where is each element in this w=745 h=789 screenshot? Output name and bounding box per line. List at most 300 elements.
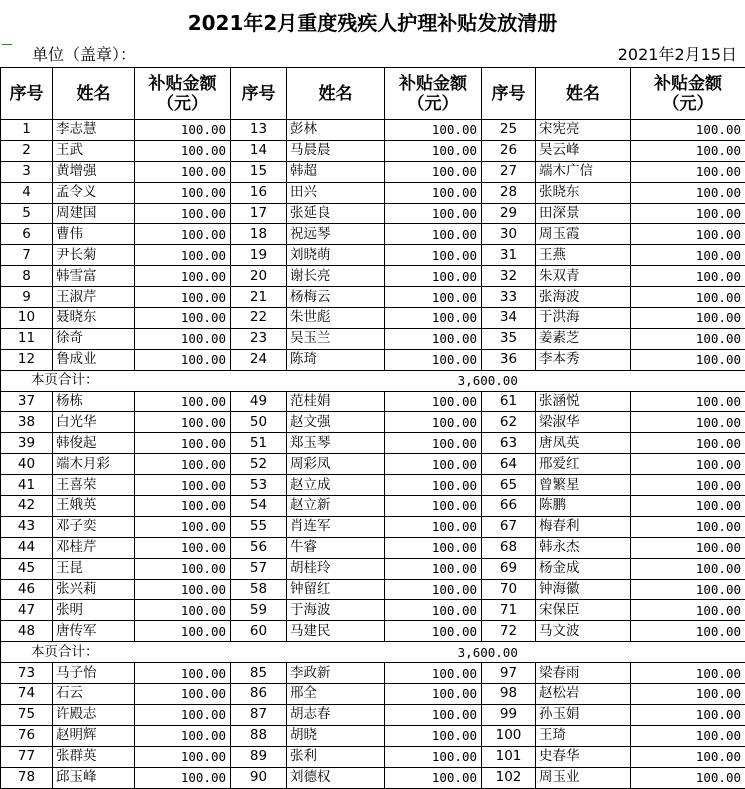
- name-cell: 周玉业: [536, 767, 631, 788]
- seq-cell: 73: [1, 663, 53, 684]
- seq-cell: 68: [482, 537, 536, 558]
- amount-cell: 100.00: [135, 558, 231, 579]
- table-row: [1, 412, 745, 433]
- name-cell: 史春华: [536, 746, 631, 767]
- name-cell: 李政新: [287, 663, 385, 684]
- name-cell: 曾繁星: [536, 475, 631, 496]
- name-cell: 胡志春: [287, 704, 385, 725]
- seq-cell: 41: [1, 475, 53, 496]
- seq-cell: 31: [482, 245, 536, 266]
- name-cell: 田深景: [536, 203, 631, 224]
- name-cell: 邢爱红: [536, 454, 631, 475]
- seq-cell: 36: [482, 349, 536, 370]
- name-cell: 钟海徽: [536, 579, 631, 600]
- seq-cell: 88: [231, 725, 287, 746]
- amount-cell: 100.00: [385, 475, 482, 496]
- page-total-label: 本页合计：: [1, 370, 231, 391]
- amount-cell: 100.00: [385, 140, 482, 161]
- amount-cell: 100.00: [631, 349, 745, 370]
- name-cell: 宋保臣: [536, 600, 631, 621]
- seq-cell: 66: [482, 496, 536, 517]
- seq-cell: 43: [1, 516, 53, 537]
- seq-cell: 29: [482, 203, 536, 224]
- seq-cell: 18: [231, 224, 287, 245]
- amount-cell: 100.00: [135, 516, 231, 537]
- amount-cell: 100.00: [135, 663, 231, 684]
- amount-cell: 100.00: [135, 391, 231, 412]
- name-cell: 胡桂玲: [287, 558, 385, 579]
- name-cell: 祝远琴: [287, 224, 385, 245]
- seq-cell: 34: [482, 308, 536, 329]
- table-row: [1, 308, 745, 329]
- amount-cell: 100.00: [135, 203, 231, 224]
- table-row: [1, 391, 745, 412]
- name-cell: 王淑芹: [53, 287, 135, 308]
- seq-cell: 35: [482, 328, 536, 349]
- seq-cell: 51: [231, 433, 287, 454]
- seq-cell: 9: [1, 287, 53, 308]
- name-cell: 梅春利: [536, 516, 631, 537]
- seq-cell: 16: [231, 182, 287, 203]
- amount-cell: 100.00: [631, 182, 745, 203]
- seq-cell: 11: [1, 328, 53, 349]
- table-row: [1, 328, 745, 349]
- amount-cell: 100.00: [631, 245, 745, 266]
- name-cell: 韩雪富: [53, 266, 135, 287]
- seq-cell: 30: [482, 224, 536, 245]
- table-row: [1, 516, 745, 537]
- table-row: [1, 579, 745, 600]
- amount-cell: 100.00: [631, 391, 745, 412]
- name-cell: 赵明辉: [53, 725, 135, 746]
- seq-cell: 87: [231, 704, 287, 725]
- seq-cell: 5: [1, 203, 53, 224]
- amount-cell: 100.00: [385, 663, 482, 684]
- seq-cell: 52: [231, 454, 287, 475]
- amount-cell: 100.00: [631, 412, 745, 433]
- seq-cell: 40: [1, 454, 53, 475]
- seq-cell: 76: [1, 725, 53, 746]
- amount-cell: 100.00: [631, 475, 745, 496]
- seq-cell: 24: [231, 349, 287, 370]
- amount-cell: 100.00: [385, 454, 482, 475]
- name-cell: 梁淑华: [536, 412, 631, 433]
- name-cell: 朱双青: [536, 266, 631, 287]
- seq-cell: 64: [482, 454, 536, 475]
- name-cell: 孟令义: [53, 182, 135, 203]
- name-cell: 张兴莉: [53, 579, 135, 600]
- amount-cell: 100.00: [385, 621, 482, 642]
- table-row: [1, 600, 745, 621]
- seq-cell: 56: [231, 537, 287, 558]
- name-cell: 牛睿: [287, 537, 385, 558]
- seq-cell: 28: [482, 182, 536, 203]
- name-cell: 王武: [53, 140, 135, 161]
- seq-cell: 10: [1, 308, 53, 329]
- amount-cell: 100.00: [631, 224, 745, 245]
- amount-cell: 100.00: [385, 600, 482, 621]
- name-cell: 赵立成: [287, 475, 385, 496]
- name-cell: 杨梅云: [287, 287, 385, 308]
- name-cell: 肖连军: [287, 516, 385, 537]
- seq-cell: 69: [482, 558, 536, 579]
- seq-cell: 61: [482, 391, 536, 412]
- amount-cell: 100.00: [135, 287, 231, 308]
- name-cell: 唐凤英: [536, 433, 631, 454]
- name-cell: 郑玉琴: [287, 433, 385, 454]
- seq-cell: 53: [231, 475, 287, 496]
- name-cell: 胡晓: [287, 725, 385, 746]
- name-cell: 张利: [287, 746, 385, 767]
- name-cell: 宋宪亮: [536, 120, 631, 141]
- amount-cell: 100.00: [385, 120, 482, 141]
- name-cell: 李本秀: [536, 349, 631, 370]
- name-cell: 张涵悦: [536, 391, 631, 412]
- header-amount: [135, 68, 231, 120]
- name-cell: 赵松岩: [536, 684, 631, 705]
- seq-cell: 70: [482, 579, 536, 600]
- amount-cell: 100.00: [135, 412, 231, 433]
- table-row: [1, 266, 745, 287]
- name-cell: 韩超: [287, 161, 385, 182]
- amount-cell: 100.00: [385, 349, 482, 370]
- amount-cell: 100.00: [135, 182, 231, 203]
- name-cell: 范桂娟: [287, 391, 385, 412]
- seq-cell: 71: [482, 600, 536, 621]
- name-cell: 孙玉娟: [536, 704, 631, 725]
- seq-cell: 44: [1, 537, 53, 558]
- page-total-row: [1, 642, 745, 663]
- amount-cell: 100.00: [631, 621, 745, 642]
- amount-cell: 100.00: [631, 120, 745, 141]
- table-row: [1, 349, 745, 370]
- seq-cell: 6: [1, 224, 53, 245]
- seq-cell: 74: [1, 684, 53, 705]
- seq-cell: 57: [231, 558, 287, 579]
- seq-cell: 15: [231, 161, 287, 182]
- amount-cell: 100.00: [135, 767, 231, 788]
- name-cell: 王琦: [536, 725, 631, 746]
- amount-cell: 100.00: [631, 537, 745, 558]
- seq-cell: 58: [231, 579, 287, 600]
- seq-cell: 60: [231, 621, 287, 642]
- name-cell: 陈鹏: [536, 496, 631, 517]
- amount-cell: 100.00: [135, 245, 231, 266]
- seq-cell: 19: [231, 245, 287, 266]
- name-cell: 邢全: [287, 684, 385, 705]
- table-row: [1, 767, 745, 788]
- amount-cell: 100.00: [385, 558, 482, 579]
- amount-cell: 100.00: [135, 746, 231, 767]
- header-amount: [385, 68, 482, 120]
- table-row: [1, 684, 745, 705]
- amount-cell: 100.00: [385, 684, 482, 705]
- table-row: [1, 287, 745, 308]
- header-amount-line2: （元）: [407, 93, 459, 114]
- seq-cell: 100: [482, 725, 536, 746]
- amount-cell: 100.00: [135, 328, 231, 349]
- name-cell: 邓子奕: [53, 516, 135, 537]
- amount-cell: 100.00: [135, 496, 231, 517]
- header-name: 姓名: [53, 68, 135, 120]
- name-cell: 杨栋: [53, 391, 135, 412]
- amount-cell: 100.00: [631, 328, 745, 349]
- table-row: [1, 120, 745, 141]
- page-total-value: 3,600.00: [231, 642, 745, 663]
- name-cell: 钟留红: [287, 579, 385, 600]
- amount-cell: 100.00: [385, 746, 482, 767]
- amount-cell: 100.00: [135, 161, 231, 182]
- amount-cell: 100.00: [135, 684, 231, 705]
- table-row: [1, 663, 745, 684]
- table-row: [1, 621, 745, 642]
- seq-cell: 50: [231, 412, 287, 433]
- seq-cell: 46: [1, 579, 53, 600]
- seq-cell: 33: [482, 287, 536, 308]
- amount-cell: 100.00: [385, 328, 482, 349]
- table-row: [1, 725, 745, 746]
- amount-cell: 100.00: [631, 433, 745, 454]
- amount-cell: 100.00: [385, 287, 482, 308]
- amount-cell: 100.00: [135, 621, 231, 642]
- amount-cell: 100.00: [385, 516, 482, 537]
- amount-cell: 100.00: [385, 767, 482, 788]
- table-row: [1, 182, 745, 203]
- name-cell: 吴玉兰: [287, 328, 385, 349]
- seq-cell: 38: [1, 412, 53, 433]
- amount-cell: 100.00: [135, 120, 231, 141]
- header-amount-line1: 补贴金额: [399, 73, 467, 94]
- name-cell: 马建民: [287, 621, 385, 642]
- page-total-row: [1, 370, 745, 391]
- amount-cell: 100.00: [631, 663, 745, 684]
- seq-cell: 55: [231, 516, 287, 537]
- seq-cell: 17: [231, 203, 287, 224]
- name-cell: 尹长菊: [53, 245, 135, 266]
- amount-cell: 100.00: [631, 684, 745, 705]
- amount-cell: 100.00: [135, 140, 231, 161]
- name-cell: 朱世彪: [287, 308, 385, 329]
- name-cell: 田兴: [287, 182, 385, 203]
- seq-cell: 78: [1, 767, 53, 788]
- amount-cell: 100.00: [631, 704, 745, 725]
- header-amount-line1: 补贴金额: [148, 73, 217, 94]
- name-cell: 梁春雨: [536, 663, 631, 684]
- name-cell: 张延良: [287, 203, 385, 224]
- seq-cell: 25: [482, 120, 536, 141]
- name-cell: 马子怡: [53, 663, 135, 684]
- seq-cell: 2: [1, 140, 53, 161]
- amount-cell: 100.00: [135, 704, 231, 725]
- name-cell: 陈琦: [287, 349, 385, 370]
- name-cell: 白光华: [53, 412, 135, 433]
- name-cell: 徐奇: [53, 328, 135, 349]
- amount-cell: 100.00: [385, 433, 482, 454]
- table-row: [1, 496, 745, 517]
- table-row: [1, 475, 745, 496]
- seq-cell: 102: [482, 767, 536, 788]
- seq-cell: 45: [1, 558, 53, 579]
- seq-cell: 65: [482, 475, 536, 496]
- table-row: [1, 245, 745, 266]
- seq-cell: 3: [1, 161, 53, 182]
- name-cell: 刘德权: [287, 767, 385, 788]
- amount-cell: 100.00: [135, 266, 231, 287]
- name-cell: 韩永杰: [536, 537, 631, 558]
- name-cell: 唐传军: [53, 621, 135, 642]
- amount-cell: 100.00: [385, 391, 482, 412]
- seq-cell: 49: [231, 391, 287, 412]
- name-cell: 王喜荣: [53, 475, 135, 496]
- amount-cell: 100.00: [385, 266, 482, 287]
- cell-marker: [2, 44, 12, 51]
- seq-cell: 7: [1, 245, 53, 266]
- name-cell: 于海波: [287, 600, 385, 621]
- name-cell: 王燕: [536, 245, 631, 266]
- name-cell: 王昆: [53, 558, 135, 579]
- name-cell: 周玉霞: [536, 224, 631, 245]
- seq-cell: 89: [231, 746, 287, 767]
- amount-cell: 100.00: [385, 579, 482, 600]
- name-cell: 于洪海: [536, 308, 631, 329]
- name-cell: 赵立新: [287, 496, 385, 517]
- page-total-value: 3,600.00: [231, 370, 745, 391]
- seq-cell: 47: [1, 600, 53, 621]
- seq-cell: 26: [482, 140, 536, 161]
- name-cell: 张海波: [536, 287, 631, 308]
- amount-cell: 100.00: [135, 579, 231, 600]
- seq-cell: 90: [231, 767, 287, 788]
- name-cell: 马文波: [536, 621, 631, 642]
- seq-cell: 85: [231, 663, 287, 684]
- amount-cell: 100.00: [631, 203, 745, 224]
- table-row: [1, 704, 745, 725]
- amount-cell: 100.00: [385, 203, 482, 224]
- amount-cell: 100.00: [631, 725, 745, 746]
- name-cell: 聂晓东: [53, 308, 135, 329]
- seq-cell: 32: [482, 266, 536, 287]
- seq-cell: 98: [482, 684, 536, 705]
- amount-cell: 100.00: [385, 412, 482, 433]
- unit-stamp-label: 单位（盖章）：: [32, 45, 137, 64]
- seq-cell: 23: [231, 328, 287, 349]
- seq-cell: 86: [231, 684, 287, 705]
- subsidy-table: [0, 67, 745, 789]
- seq-cell: 22: [231, 308, 287, 329]
- header-row: [1, 68, 745, 120]
- name-cell: 邱玉峰: [53, 767, 135, 788]
- header-name: 姓名: [536, 68, 631, 120]
- seq-cell: 72: [482, 621, 536, 642]
- amount-cell: 100.00: [385, 704, 482, 725]
- amount-cell: 100.00: [631, 308, 745, 329]
- header-seq: 序号: [482, 68, 536, 120]
- header-name: 姓名: [287, 68, 385, 120]
- seq-cell: 21: [231, 287, 287, 308]
- name-cell: 吴云峰: [536, 140, 631, 161]
- name-cell: 端木月彩: [53, 454, 135, 475]
- name-cell: 曹伟: [53, 224, 135, 245]
- header-amount-line2: （元）: [662, 93, 714, 114]
- header-amount-line1: 补贴金额: [654, 73, 722, 94]
- amount-cell: 100.00: [385, 725, 482, 746]
- amount-cell: 100.00: [631, 161, 745, 182]
- amount-cell: 100.00: [631, 287, 745, 308]
- amount-cell: 100.00: [385, 496, 482, 517]
- amount-cell: 100.00: [135, 349, 231, 370]
- amount-cell: 100.00: [135, 454, 231, 475]
- header-seq: 序号: [1, 68, 53, 120]
- seq-cell: 1: [1, 120, 53, 141]
- header-seq: 序号: [231, 68, 287, 120]
- seq-cell: 99: [482, 704, 536, 725]
- name-cell: 鲁成业: [53, 349, 135, 370]
- seq-cell: 8: [1, 266, 53, 287]
- amount-cell: 100.00: [631, 579, 745, 600]
- amount-cell: 100.00: [385, 308, 482, 329]
- name-cell: 周彩凤: [287, 454, 385, 475]
- amount-cell: 100.00: [135, 224, 231, 245]
- amount-cell: 100.00: [631, 516, 745, 537]
- amount-cell: 100.00: [135, 725, 231, 746]
- amount-cell: 100.00: [135, 537, 231, 558]
- table-row: [1, 558, 745, 579]
- name-cell: 石云: [53, 684, 135, 705]
- header-amount: [631, 68, 745, 120]
- seq-cell: 62: [482, 412, 536, 433]
- name-cell: 赵文强: [287, 412, 385, 433]
- name-cell: 张明: [53, 600, 135, 621]
- name-cell: 杨金成: [536, 558, 631, 579]
- seq-cell: 63: [482, 433, 536, 454]
- name-cell: 韩俊起: [53, 433, 135, 454]
- name-cell: 黄增强: [53, 161, 135, 182]
- amount-cell: 100.00: [631, 558, 745, 579]
- seq-cell: 67: [482, 516, 536, 537]
- amount-cell: 100.00: [385, 537, 482, 558]
- seq-cell: 59: [231, 600, 287, 621]
- table-body: [1, 120, 745, 789]
- issue-date: 2021年2月15日: [617, 45, 737, 64]
- page-total-label: 本页合计：: [1, 642, 231, 663]
- seq-cell: 97: [482, 663, 536, 684]
- name-cell: 刘晓萌: [287, 245, 385, 266]
- amount-cell: 100.00: [385, 245, 482, 266]
- table-row: [1, 161, 745, 182]
- amount-cell: 100.00: [631, 600, 745, 621]
- table-row: [1, 203, 745, 224]
- seq-cell: 101: [482, 746, 536, 767]
- seq-cell: 42: [1, 496, 53, 517]
- amount-cell: 100.00: [631, 767, 745, 788]
- seq-cell: 4: [1, 182, 53, 203]
- table-row: [1, 433, 745, 454]
- table-row: [1, 140, 745, 161]
- amount-cell: 100.00: [135, 600, 231, 621]
- name-cell: 谢长亮: [287, 266, 385, 287]
- seq-cell: 75: [1, 704, 53, 725]
- name-cell: 周建国: [53, 203, 135, 224]
- table-row: [1, 537, 745, 558]
- seq-cell: 54: [231, 496, 287, 517]
- seq-cell: 27: [482, 161, 536, 182]
- table-row: [1, 454, 745, 475]
- seq-cell: 12: [1, 349, 53, 370]
- seq-cell: 13: [231, 120, 287, 141]
- name-cell: 邓桂芹: [53, 537, 135, 558]
- name-cell: 姜素芝: [536, 328, 631, 349]
- seq-cell: 37: [1, 391, 53, 412]
